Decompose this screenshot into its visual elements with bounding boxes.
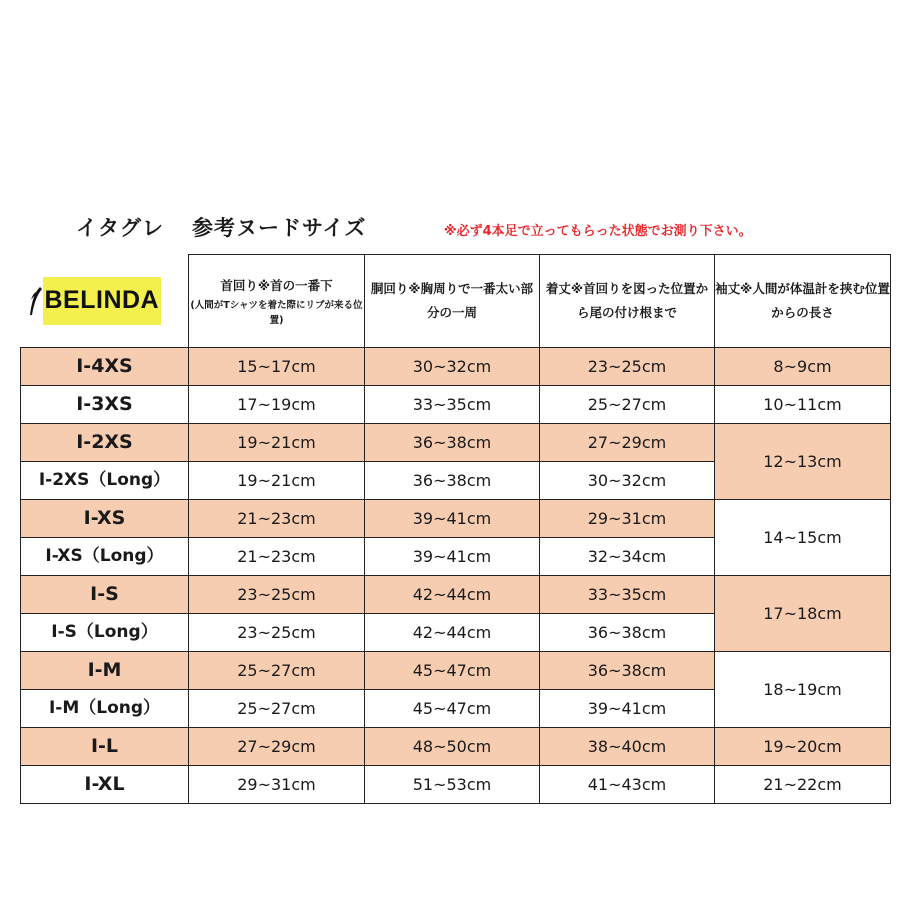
sleeve-cell: 17~18cm <box>715 576 891 652</box>
neck-cell: 19~21cm <box>189 462 365 500</box>
chest-cell: 30~32cm <box>365 348 540 386</box>
title-sub: 参考ヌードサイズ <box>192 216 367 240</box>
neck-cell: 29~31cm <box>189 766 365 804</box>
length-cell: 27~29cm <box>540 424 715 462</box>
chest-cell: 42~44cm <box>365 576 540 614</box>
chest-cell: 51~53cm <box>365 766 540 804</box>
size-label: I-3XS <box>21 386 189 424</box>
neck-cell: 25~27cm <box>189 690 365 728</box>
table-row <box>21 576 891 614</box>
title-main: イタグレ <box>76 216 164 240</box>
length-cell: 30~32cm <box>540 462 715 500</box>
table-row <box>21 348 891 386</box>
logo-cell <box>21 255 189 348</box>
sleeve-cell: 19~20cm <box>715 728 891 766</box>
chest-cell: 36~38cm <box>365 462 540 500</box>
size-label: I-XS <box>21 500 189 538</box>
brand-name: BELINDA <box>43 277 162 325</box>
page-title <box>76 212 366 242</box>
neck-cell: 19~21cm <box>189 424 365 462</box>
length-cell: 25~27cm <box>540 386 715 424</box>
neck-cell: 23~25cm <box>189 576 365 614</box>
chest-cell: 36~38cm <box>365 424 540 462</box>
chest-cell: 42~44cm <box>365 614 540 652</box>
neck-cell: 23~25cm <box>189 614 365 652</box>
neck-cell: 17~19cm <box>189 386 365 424</box>
size-label: I-L <box>21 728 189 766</box>
sleeve-cell: 18~19cm <box>715 652 891 728</box>
neck-cell: 21~23cm <box>189 500 365 538</box>
header-length: 着丈※首回りを図った位置から尾の付け根まで <box>540 255 715 348</box>
table-row <box>21 500 891 538</box>
length-cell: 41~43cm <box>540 766 715 804</box>
table-row <box>21 652 891 690</box>
table-row <box>21 728 891 766</box>
measure-note: ※必ず4本足で立ってもらった状態でお測り下さい。 <box>444 224 752 239</box>
neck-cell: 25~27cm <box>189 652 365 690</box>
sleeve-cell: 12~13cm <box>715 424 891 500</box>
length-cell: 39~41cm <box>540 690 715 728</box>
size-label: I-XS（Long） <box>21 538 189 576</box>
header-neck: 首回り※首の一番下 (人間がTシャツを着た際にリブが来る位置) <box>189 255 365 348</box>
length-cell: 23~25cm <box>540 348 715 386</box>
chest-cell: 45~47cm <box>365 652 540 690</box>
chest-cell: 48~50cm <box>365 728 540 766</box>
sleeve-cell: 10~11cm <box>715 386 891 424</box>
chest-cell: 39~41cm <box>365 538 540 576</box>
feather-icon <box>27 286 43 316</box>
size-label: I-2XS <box>21 424 189 462</box>
chest-cell: 45~47cm <box>365 690 540 728</box>
length-cell: 36~38cm <box>540 652 715 690</box>
size-label: I-XL <box>21 766 189 804</box>
header-sleeve: 袖丈※人間が体温計を挟む位置からの長さ <box>715 255 891 348</box>
header-neck-sub: (人間がTシャツを着た際にリブが来る位置) <box>190 299 363 326</box>
size-label: I-S <box>21 576 189 614</box>
header-chest: 胴回り※胸周りで一番太い部分の一周 <box>365 255 540 348</box>
size-label: I-S（Long） <box>21 614 189 652</box>
size-label: I-M（Long） <box>21 690 189 728</box>
sleeve-cell: 8~9cm <box>715 348 891 386</box>
size-label: I-2XS（Long） <box>21 462 189 500</box>
chest-cell: 39~41cm <box>365 500 540 538</box>
chest-cell: 33~35cm <box>365 386 540 424</box>
neck-cell: 27~29cm <box>189 728 365 766</box>
size-label: I-M <box>21 652 189 690</box>
length-cell: 36~38cm <box>540 614 715 652</box>
sleeve-cell: 21~22cm <box>715 766 891 804</box>
length-cell: 29~31cm <box>540 500 715 538</box>
header-row <box>21 255 891 348</box>
length-cell: 38~40cm <box>540 728 715 766</box>
size-label: I-4XS <box>21 348 189 386</box>
length-cell: 32~34cm <box>540 538 715 576</box>
neck-cell: 15~17cm <box>189 348 365 386</box>
size-table <box>20 254 891 804</box>
sleeve-cell: 14~15cm <box>715 500 891 576</box>
neck-cell: 21~23cm <box>189 538 365 576</box>
table-row <box>21 386 891 424</box>
length-cell: 33~35cm <box>540 576 715 614</box>
brand-logo <box>21 277 189 325</box>
table-row <box>21 766 891 804</box>
table-row <box>21 424 891 462</box>
